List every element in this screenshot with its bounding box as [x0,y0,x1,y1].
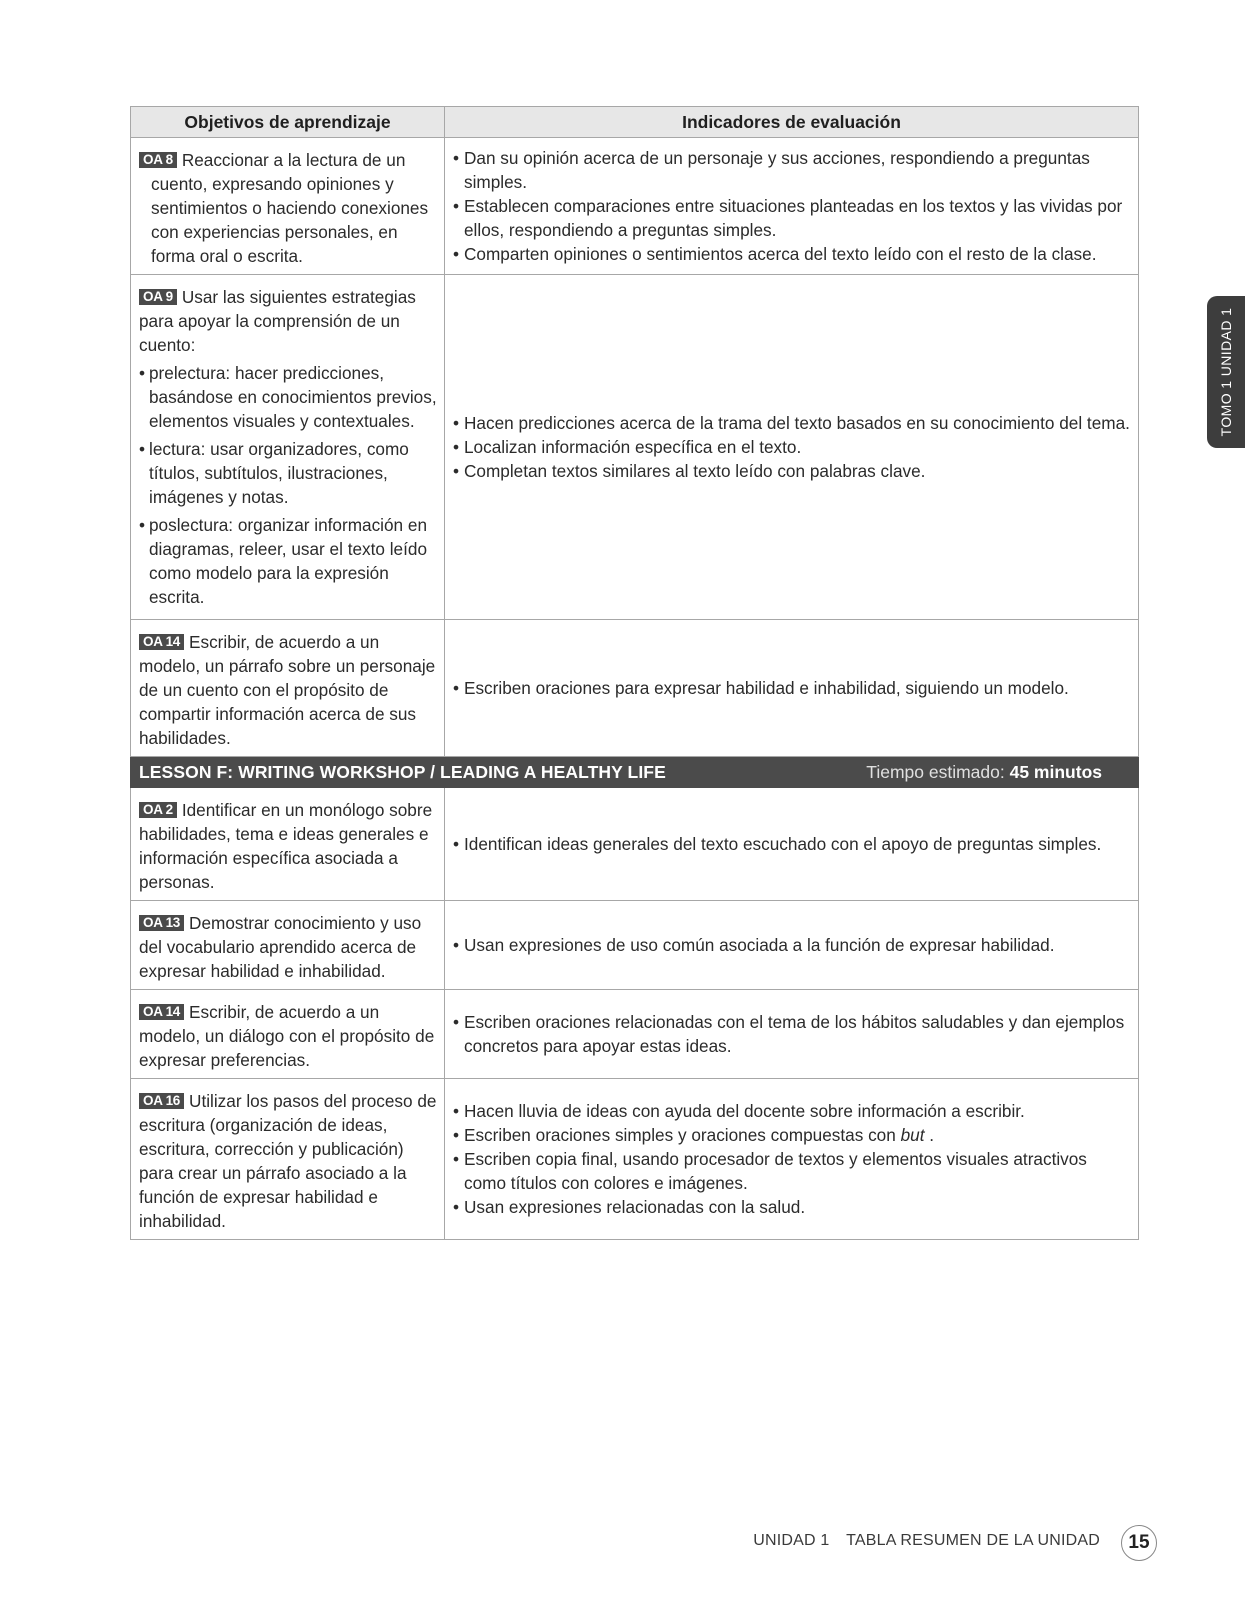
indicator-text: Escriben oraciones simples y oraciones compuestas con [464,1125,896,1145]
footer-unit: UNIDAD 1 [753,1532,830,1549]
table-row [131,788,1139,901]
indicator-item: • Usan expresiones de uso común asociada a la función de expresar habilidad. [453,933,1130,957]
table-row [131,275,1139,620]
indicator-cell [445,1079,1139,1240]
oa-badge: OA 9 [139,289,177,305]
objective-cell [131,620,445,757]
indicator-item: • Completan textos similares al texto leído con palabras clave. [453,459,1130,483]
strategy-item: • lectura: usar organizadores, como títulos, subtítulos, ilustraciones, imágenes y notas. [139,437,438,509]
oa-badge: OA 14 [139,1004,184,1020]
table-row [131,620,1139,757]
objective-text: Demostrar conocimiento y uso del vocabulario aprendido acerca de expresar habilidad e inhabilidad. [139,913,422,981]
objective-cell [131,275,445,620]
table-row [131,901,1139,990]
indicator-cell [445,901,1139,990]
indicator-item: • Escriben copia final, usando procesador de textos y elementos visuales atractivos como títulos con colores e imágenes. [453,1147,1130,1195]
strategy-item: • poslectura: organizar información en diagramas, releer, usar el texto leído como modelo para la expresión escrita. [139,513,438,609]
table-header-row [131,107,1139,138]
indicator-item: • Hacen lluvia de ideas con ayuda del docente sobre información a escribir. [453,1099,1130,1123]
lesson-banner [131,757,1139,788]
objective-text: Utilizar los pasos del proceso de escritura (organización de ideas, escritura, corrección y publicación) para crear un párrafo asociado a la función de expresar habilidad e inhabilidad. [139,1091,437,1231]
indicator-item: • Localizan información específica en el texto. [453,435,1130,459]
objective-cell [131,138,445,275]
strategy-item: • prelectura: hacer predicciones, basándose en conocimientos previos, elementos visuales y contextuales. [139,361,438,433]
objective-text: Escribir, de acuerdo a un modelo, un diálogo con el propósito de expresar preferencias. [139,1002,435,1070]
objective-cell [131,990,445,1079]
header-objectives: Objetivos de aprendizaje [131,107,445,138]
objective-text: Usar las siguientes estrategias para apoyar la comprensión de un cuento: [139,287,416,355]
indicator-cell [445,275,1139,620]
oa-badge: OA 13 [139,915,184,931]
oa-badge: OA 14 [139,634,184,650]
objective-text: Identificar en un monólogo sobre habilidades, tema e ideas generales e información específica asociada a personas. [139,800,433,892]
objective-cell [131,1079,445,1240]
indicator-item: • Establecen comparaciones entre situaciones planteadas en los textos y las vividas por ellos, respondiendo a preguntas simples. [453,194,1130,242]
indicator-item: • Escriben oraciones para expresar habilidad e inhabilidad, siguiendo un modelo. [453,676,1130,700]
oa-badge: OA 2 [139,802,177,818]
footer-section: TABLA RESUMEN DE LA UNIDAD [846,1532,1100,1549]
italic-word: but [900,1125,925,1145]
header-indicators: Indicadores de evaluación [445,107,1139,138]
objective-cell [131,788,445,901]
objectives-table [130,106,1139,1240]
indicator-item: • Escriben oraciones relacionadas con el tema de los hábitos saludables y dan ejemplos concretos para apoyar estas ideas. [453,1010,1130,1058]
lesson-time-label: Tiempo estimado: [866,762,1005,782]
indicator-cell [445,990,1139,1079]
table-row [131,138,1139,275]
side-tab-label: TOMO 1 UNIDAD 1 [1218,307,1234,437]
indicator-cell [445,138,1139,275]
indicator-cell [445,620,1139,757]
indicator-item: • Dan su opinión acerca de un personaje y sus acciones, respondiendo a preguntas simples. [453,146,1130,194]
lesson-title: LESSON F: WRITING WORKSHOP / LEADING A HEALTHY LIFE [139,762,666,782]
indicator-cell [445,788,1139,901]
indicator-item: • Usan expresiones relacionadas con la salud. [453,1195,1130,1219]
indicator-item: • Hacen predicciones acerca de la trama del texto basados en su conocimiento del tema. [453,411,1130,435]
side-tab [1207,296,1245,448]
indicator-suffix: . [924,1125,935,1145]
lesson-time [866,760,1102,784]
oa-badge: OA 16 [139,1093,184,1109]
page-footer [600,1532,1100,1550]
table-row [131,990,1139,1079]
objective-text: Reaccionar a la lectura de un cuento, expresando opiniones y sentimientos o haciendo conexiones con experiencias personales, en forma oral o escrita. [151,150,429,266]
table-row [131,1079,1139,1240]
lesson-time-value: 45 minutos [1009,762,1102,782]
lesson-banner-row [131,757,1139,788]
objective-cell [131,901,445,990]
objective-text: Escribir, de acuerdo a un modelo, un párrafo sobre un personaje de un cuento con el propósito de compartir información acerca de sus habilidades. [139,632,436,748]
indicator-item-with-italic [453,1123,1130,1147]
oa-badge: OA 8 [139,152,177,168]
page-number: 15 [1121,1525,1157,1561]
indicator-item: • Comparten opiniones o sentimientos acerca del texto leído con el resto de la clase. [453,242,1130,266]
indicator-item: • Identifican ideas generales del texto escuchado con el apoyo de preguntas simples. [453,832,1130,856]
